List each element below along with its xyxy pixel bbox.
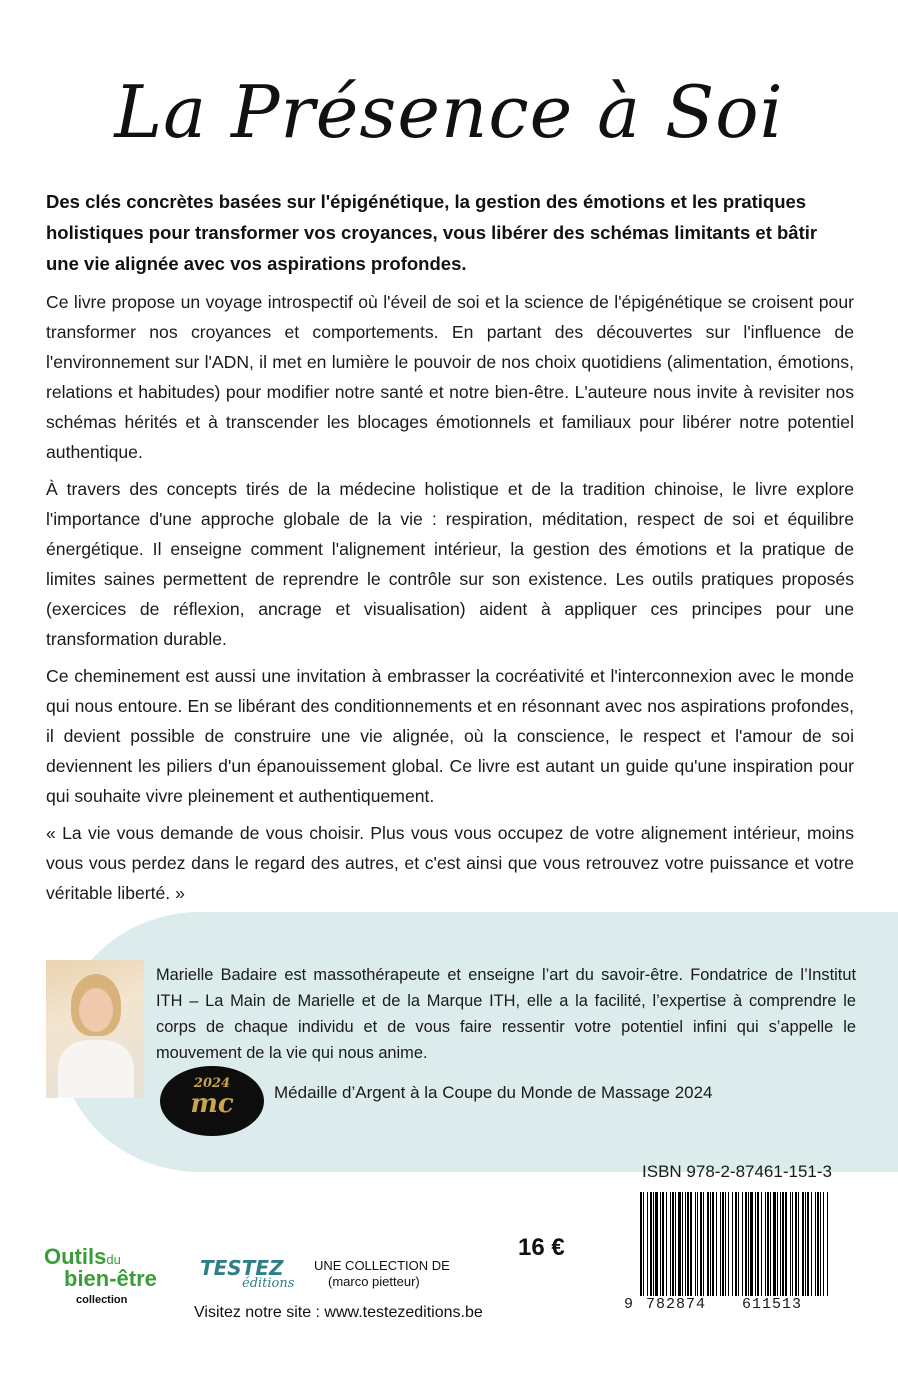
barcode-bar: [722, 1192, 724, 1308]
author-bio: Marielle Badaire est massothérapeute et enseigne l’art du savoir-être. Fondatrice de l’Institut ITH – La Main de Marielle et de la Marque ITH, elle a la facilité, l’expertise à comprendre le corps de chaque individu et de vous faire ressentir votre potentiel infini qui s’appelle le mouvement de la vie qui nous anime.: [156, 966, 856, 1062]
barcode-bar: [720, 1192, 721, 1308]
barcode-bar: [690, 1192, 692, 1308]
paragraph-2: À travers des concepts tirés de la médecine holistique et de la tradition chinoise, le livre explore l'importance d'une approche globale de la vie : respiration, méditation, respect de soi et équilibre énergétique. Il enseigne comment l'alignement intérieur, la gestion des émotions et la pratique de limites saines permettent de reprendre le contrôle sur son existence. Les outils pratiques proposés (exercices de réflexion, ancrage et visualisation) aident à appliquer ces principes pour une transformation durable.: [46, 479, 854, 649]
paragraph-3: Ce cheminement est aussi une invitation à embrasser la cocréativité et l'interconnexion avec le monde qui nous entoure. En se libérant des conditionnements et en résonnant avec nos aspirations profondes, il devient possible de construire une vie alignée, où la conscience, le respect et l'amour de soi deviennent les piliers d'un épanouissement global. Ce livre est autant un guide qu'une inspiration pour qui souhaite vivre pleinement et authentiquement.: [46, 666, 854, 806]
barcode-bar: [798, 1192, 799, 1308]
barcode-bar: [643, 1192, 644, 1308]
barcode-bar: [716, 1192, 717, 1308]
barcode-bar: [770, 1192, 771, 1308]
barcode-bar: [748, 1192, 749, 1308]
barcode-bar: [767, 1192, 769, 1308]
barcode-bar: [735, 1192, 737, 1308]
medal-mark: mc: [190, 1089, 234, 1119]
barcode-bar: [703, 1192, 704, 1308]
testez-editions-logo: [200, 1256, 304, 1298]
author-photo: [46, 960, 144, 1098]
barcode-bar: [807, 1192, 809, 1308]
paragraph-1: Ce livre propose un voyage introspectif où l'éveil de soi et la science de l'épigénétique se croisent pour transformer nos croyances et comportements. En partant des découvertes sur l'influence de l'environnement sur l'ADN, il met en lumière le pouvoir de nos choix quotidiens (alimentation, émotions, relations et habitudes) pour modifier notre santé et notre bien-être. L'auteure nous invite à revisiter nos schémas hérités et à transcender les blocages émotionnels et familiaux pour libérer notre potentiel authentique.: [46, 292, 854, 462]
barcode-bar: [742, 1192, 743, 1308]
barcode-bar: [795, 1192, 797, 1308]
barcode-bar: [732, 1192, 733, 1308]
barcode-bar: [728, 1192, 729, 1308]
barcode-digits-left: 782874: [646, 1296, 707, 1313]
barcode-bar: [738, 1192, 739, 1308]
author-photo-clothing: [58, 1040, 134, 1098]
barcode-bar: [765, 1192, 766, 1308]
barcode-bar: [697, 1192, 698, 1308]
barcode-bar: [827, 1192, 828, 1308]
barcode-bar: [792, 1192, 793, 1308]
medal-logo: [160, 1066, 264, 1136]
barcode-bar: [817, 1192, 819, 1308]
barcode-bar: [660, 1192, 661, 1308]
barcode-bar: [815, 1192, 816, 1308]
barcode-bar: [790, 1192, 791, 1308]
barcode-bar: [666, 1192, 667, 1308]
collection-credit: [314, 1258, 450, 1290]
barcode-bar: [777, 1192, 778, 1308]
barcode-bar: [682, 1192, 683, 1308]
barcode-bar: [725, 1192, 726, 1308]
barcode-digits-right: 611513: [742, 1296, 803, 1313]
barcode-bar: [823, 1192, 824, 1308]
barcode-bar: [655, 1192, 658, 1308]
barcode-bar: [707, 1192, 709, 1308]
isbn-text: ISBN 978-2-87461-151-3: [642, 1162, 832, 1181]
barcode-bar: [745, 1192, 747, 1308]
barcode: [624, 1190, 832, 1316]
barcode-bar: [773, 1192, 776, 1308]
outils-logo-line2: bien-être: [64, 1266, 157, 1291]
barcode-digits: [624, 1296, 832, 1313]
barcode-bar: [685, 1192, 686, 1308]
barcode-bar: [675, 1192, 676, 1308]
outils-word: Outils: [44, 1244, 107, 1269]
barcode-bar: [710, 1192, 711, 1308]
barcode-bar: [653, 1192, 654, 1308]
barcode-bar: [811, 1192, 812, 1308]
quote-paragraph: « La vie vous demande de vous choisir. Plus vous vous occupez de votre alignement intérieur, moins vous vous perdez dans le regard des autres, et c'est ainsi que vous retrouvez votre puissance et votre véritable liberté. »: [46, 823, 854, 903]
barcode-bar: [678, 1192, 681, 1308]
barcode-bar: [672, 1192, 674, 1308]
barcode-bar: [687, 1192, 689, 1308]
medal-year: 2024: [193, 1076, 231, 1091]
award-text: Médaille d’Argent à la Coupe du Monde de Massage 2024: [274, 1083, 713, 1102]
barcode-bar: [782, 1192, 784, 1308]
barcode-bar: [700, 1192, 702, 1308]
barcode-bar: [780, 1192, 781, 1308]
barcode-bar: [670, 1192, 671, 1308]
barcode-bar: [647, 1192, 648, 1308]
barcode-bar: [761, 1192, 762, 1308]
barcode-digit-lead: 9: [624, 1296, 635, 1313]
barcode-bar: [805, 1192, 806, 1308]
barcode-bar: [750, 1192, 753, 1308]
price: 16 €: [518, 1234, 565, 1261]
barcode-bar: [820, 1192, 821, 1308]
collection-line2: (marco pietteur): [328, 1274, 420, 1289]
author-photo-face: [79, 988, 113, 1032]
collection-line1: UNE COLLECTION DE: [314, 1258, 450, 1273]
barcode-bar: [650, 1192, 652, 1308]
testez-word: TESTEZ: [200, 1256, 284, 1280]
barcode-bar: [785, 1192, 787, 1308]
barcode-bar: [712, 1192, 714, 1308]
website-text: Visitez notre site : www.testezeditions.be: [194, 1304, 483, 1321]
editions-word: éditions: [242, 1276, 295, 1291]
barcode-bar: [802, 1192, 804, 1308]
barcode-bar: [757, 1192, 759, 1308]
barcode-bar: [640, 1192, 642, 1308]
barcode-bars: [640, 1192, 830, 1308]
outils-du-bien-etre-logo: [44, 1244, 174, 1314]
outils-logo-line3: collection: [76, 1294, 128, 1306]
barcode-bar: [662, 1192, 664, 1308]
barcode-bar: [755, 1192, 756, 1308]
book-title: La Présence à Soi: [114, 70, 784, 154]
barcode-bar: [695, 1192, 696, 1308]
outils-du-word: du: [106, 1252, 121, 1267]
lead-text: Des clés concrètes basées sur l'épigénétique, la gestion des émotions et les pratiques holistiques pour transformer vos croyances, vous libérer des schémas limitants et bâtir une vie alignée avec vos aspirations profondes.: [46, 191, 818, 274]
